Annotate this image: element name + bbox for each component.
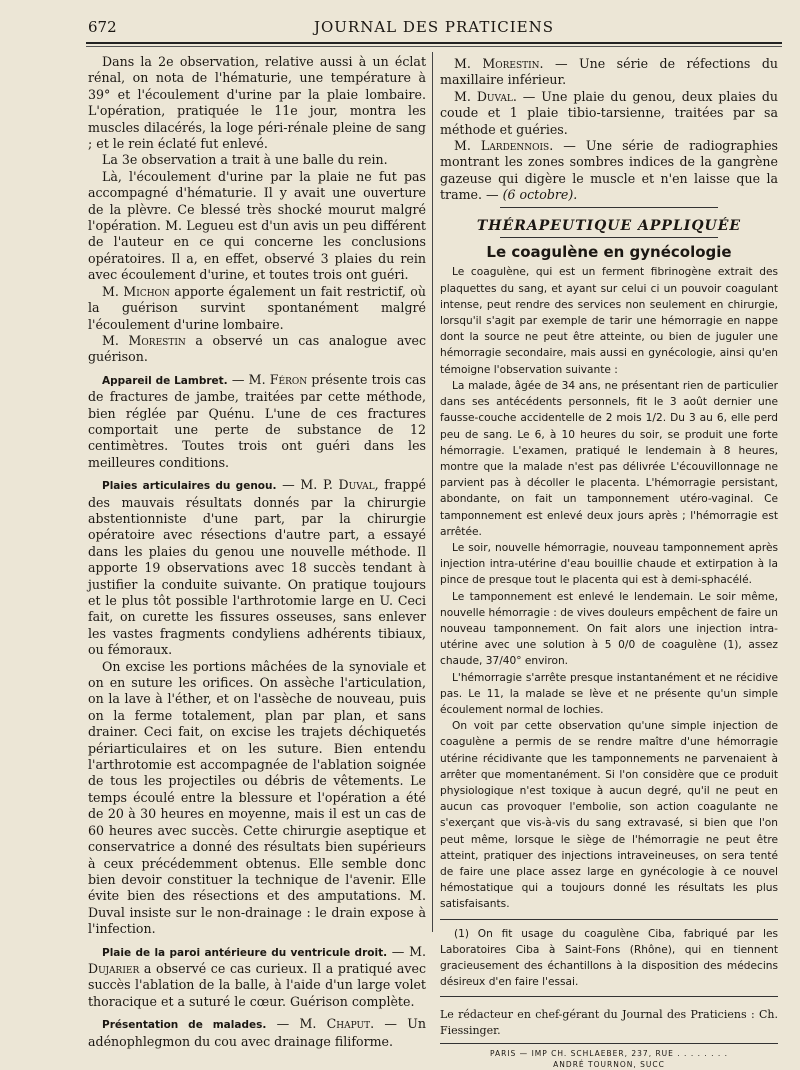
paragraph: On voit par cette observation qu'une simple injection de coagulène a permis de se rendre maître d'une hémorragie utérine récidivante que les tamponnements ne parvenaient à arrêter que momentanément. Si l'on considère que ce produit physiologique n'est toxique à aucun degré, qu'il ne peut en aucun cas provoquer l'embolie, son action coagulante ne s'exerçant que vis-à-vis du sang extravasé, si bien que l'on peut même, lorsque le siège de l'hémorragie ne peut être atteint, pratiquer des injections intraveineuses, on sera tenté de faire une place assez large en gynécologie à ce nouvel hémostatique qui a toujours donné les résultats les plus satisfaisants. — [440, 720, 778, 911]
column-divider — [432, 52, 433, 932]
author-name: — M. Chaput. — [266, 1016, 375, 1032]
paragraph: Dans la 2e observation, relative aussi à un éclat rénal, on nota de l'hématurie, une température à 39° et l'écoulement d'urine par la plaie lombaire. L'opération, pratiquée le 11e jour, montra les muscles dilacérés, la loge péri-rénale pleine de sang ; et le rein éclaté fut enlevé. — [88, 54, 426, 152]
run-in-heading: Présentation de malades. — [102, 1019, 267, 1032]
paragraph: On excise les portions mâchées de la synoviale et on en suture les orifices. On assèche l'articulation, on la lave à l'éther, et on l'assèche de nouveau, puis on la ferme totalement, plan par plan, et sans drainer. Ceci fait, on excise les trajets déchiquetés périarticulaires et on les suture. Bien entendu l'arthrotomie est accompagnée de l'ablation soignée de tous les projectiles ou débris de vêtements. Le temps écoulé entre la blessure et l'opération a été de 20 à 30 heures en moyenne, mais il est un cas de 60 heures avec succès. Cette chirurgie aseptique et conservatrice a donné des résultats bien supérieurs à ceux précédemment obtenus. Elle semble donc bien devoir constituer la technique de l'avenir. Elle évite bien des résections et des amputations. M. Duval insiste sur le non-drainage : le drain expose à l'infection. — [88, 658, 426, 937]
section-paragraph — [88, 944, 426, 1011]
paragraph: Le tamponnement est enlevé le lendemain. Le soir même, nouvelle hémorragie : de vives douleurs empêchent de faire un nouveau tamponnement. On fait alors une injection intra-utérine avec une solution à 5 0/0 de coagulène (1), assez chaude, 37/40° environ. — [440, 590, 778, 668]
run-in-heading: Appareil de Lambret. — [102, 374, 228, 387]
section-paragraph — [88, 372, 426, 471]
paragraph-text: présente trois cas de fractures de jambe, traitées par cette méthode, bien réglée par Quénu. L'une de ces fractures comportait une perte de substance de 12 centimètres. Toutes trois ont guéri dans les meilleures conditions. — [88, 371, 427, 470]
author-name: — M. Dujarier — [88, 943, 426, 976]
header-rule-thin — [86, 46, 782, 47]
author-name: M. Duval. — [454, 88, 517, 104]
author-name: M. Morestin — [102, 332, 186, 348]
paragraph — [440, 138, 778, 204]
paragraph — [440, 89, 778, 138]
author-name: — M. P. Duval, — [276, 477, 379, 493]
article-body — [440, 264, 778, 912]
paragraph — [88, 284, 426, 333]
header-rule — [86, 42, 782, 44]
section-rule — [500, 237, 718, 238]
paragraph: L'hémorragie s'arrête presque instantanément et ne récidive pas. Le 11, la malade se lève et ne présente qu'un simple écoulement normal de lochies. — [440, 671, 778, 716]
section-paragraph — [88, 1016, 426, 1050]
paragraph: Le coagulène, qui est un ferment fibrinogène extrait des plaquettes du sang, et ayant sur celui ci un pouvoir coagulant intense, peut rendre des services non seulement en chirurgie, lorsqu'il s'agit par exemple de tarir une hémorragie en nappe dont la source ne peut être atteinte, ou bien de juguler une hémorragie secondaire, mais aussi en gynécologie, ainsi qu'en témoigne l'observation suivante : — [440, 266, 778, 376]
journal-title: JOURNAL DES PRATICIENS — [313, 18, 555, 36]
right-column — [440, 56, 778, 1070]
left-column — [88, 54, 426, 1050]
paragraph-text: — Une série de réfections du maxillaire inférieur. — [440, 56, 779, 88]
paragraph: Là, l'écoulement d'urine par la plaie ne fut pas accompagné d'hématurie. Il y avait une ouverture de la plèvre. Ce blessé très shocké mourut malgré l'opération. M. Legueu est d'un avis un peu différent de l'auteur en ce qui concerne les conclusions opératoires. Il a, en effet, observé 3 plaies du rein avec écoulement d'urine, et toutes trois ont guéri. — [88, 168, 426, 283]
paragraph: Le soir, nouvelle hémorragie, nouveau tamponnement après injection intra-utérine d'eau bouillie chaude et extirpation à la pince de presque tout le placenta qui est à demi-sphacélé. — [440, 541, 778, 587]
footnote-rule — [440, 919, 778, 920]
paragraph-text: apporte également un fait restrictif, où la guérison survint spontanément malgré l'écoulement d'urine lombaire. — [88, 283, 426, 332]
author-name: M. Michon — [102, 283, 170, 299]
paragraph-text: — Une série de radiographies montrant les zones sombres indices de la gangrène gazeuse qui digère le muscle et n'en laisse que la trame. — — [440, 138, 778, 203]
section-rule — [500, 207, 718, 208]
paragraph-text: frappé des mauvais résultats donnés par la chirurgie abstentionniste d'une part, par la chirurgie opératoire avec résections d'autre part, a essayé dans les plaies du genou une nouvelle méthode. Il apporte 19 observations avec 18 succès tendant à justifier la conduite suivante. On pratique toujours et le plus tôt possible l'arthrotomie large en U. Ceci fait, on curette les fissures osseuses, sans enlever les vastes fragments condyliens adhérents tibiaux, ou fémoraux. — [88, 477, 426, 658]
bottom-rule — [440, 1043, 778, 1044]
paragraph — [440, 56, 778, 89]
page-number: 672 — [88, 18, 117, 36]
footnote-text: (1) On fit usage du coagulène Ciba, fabriqué par les Laboratoires Ciba à Saint-Fons (Rhône), qui en tiennent gracieusement des échantillons à la disposition des médecins désireux d'en faire l'essai. — [440, 927, 778, 988]
page-header — [88, 18, 780, 40]
printer-line: PARIS — IMP CH. SCHLAEBER, 237, RUE . . . . . . . . — [489, 1049, 729, 1059]
author-name: — M. Féron — [227, 371, 308, 387]
author-name: M. Morestin. — [454, 56, 544, 71]
session-date: (6 octobre). — [502, 187, 578, 203]
paragraph-text: a observé un cas analogue avec guérison. — [88, 332, 426, 365]
footnote-rule — [440, 996, 778, 997]
paragraph-text: — Un adénophlegmon du cou avec drainage filiforme. — [88, 1016, 427, 1049]
section-paragraph — [88, 477, 426, 658]
editor-line: Le rédacteur en chef-gérant du Journal des Praticiens : Ch. Fiessinger. — [440, 1007, 778, 1037]
paragraph: La 3e observation a trait à une balle du rein. — [102, 152, 388, 168]
author-name: M. Lardennois. — [454, 138, 554, 154]
paragraph: La malade, âgée de 34 ans, ne présentant rien de particulier dans ses antécédents personnels, fit le 3 août dernier une fausse-couche accidentelle de 2 mois 1/2. Du 3 au 6, elle perd peu de sang. Le 6, à 10 heures du soir, se produit une forte hémorragie. L'examen, pratiqué le lendemain à 8 heures, montre que la malade n'est pas délivrée L'écouvillonnage ne parvient pas à décoller le placenta. L'hémorragie persistant, abondante, on fait un tamponnement utéro-vaginal. Ce tamponnement est enlevé deux jours après ; l'hémorragie est arrêtée. — [440, 379, 778, 538]
article-title: Le coagulène en gynécologie — [486, 243, 732, 262]
section-title: THÉRAPEUTIQUE APPLIQUÉE — [476, 217, 742, 234]
paragraph — [88, 333, 426, 366]
printer-line: ANDRÉ TOURNON, SUCC — [553, 1060, 665, 1070]
footnote — [440, 926, 778, 990]
run-in-heading: Plaie de la paroi antérieure du ventricule droit. — [102, 946, 388, 959]
paragraph-text: a observé ce cas curieux. Il a pratiqué avec succès l'ablation de la balle, à l'aide d'un large volet thoracique et a suturé le cœur. Guérison complète. — [88, 960, 426, 1009]
run-in-heading: Plaies articulaires du genou. — [102, 480, 277, 493]
paragraph-text: — Une plaie du genou, deux plaies du coude et 1 plaie tibio-tarsienne, traitées par sa méthode et guéries. — [440, 88, 779, 137]
